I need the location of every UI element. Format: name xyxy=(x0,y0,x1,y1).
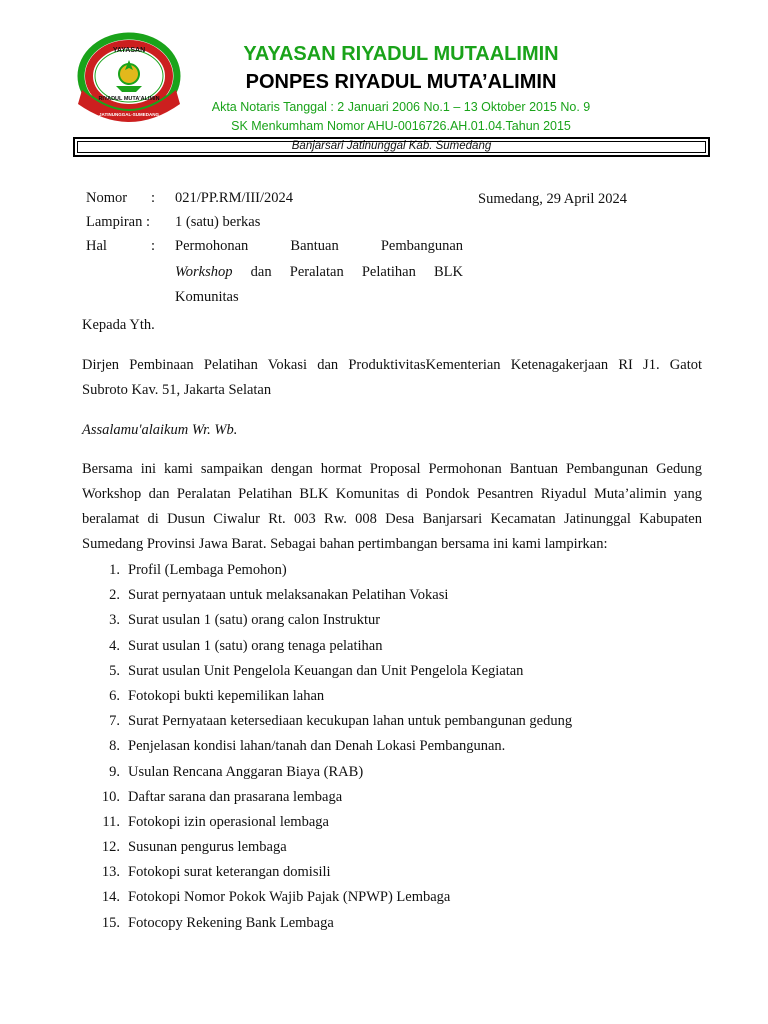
list-item-number: 14. xyxy=(101,889,120,906)
organization-logo xyxy=(76,30,182,122)
list-item-number: 3. xyxy=(109,612,120,629)
list-item-text: Fotokopi Nomor Pokok Wajib Pajak (NPWP) Lembaga xyxy=(128,889,451,906)
paragraph-line-2: Workshop dan Peralatan Pelatihan BLK Komunitas di Pondok Pesantren Riyadul Muta’alimin yang xyxy=(82,486,702,502)
list-item-number: 7. xyxy=(109,713,120,730)
hal-line-1: Permohonan Bantuan Pembangunan xyxy=(175,238,463,254)
lampiran-label: Lampiran : xyxy=(86,214,151,230)
list-item xyxy=(82,634,682,659)
list-item-number: 4. xyxy=(109,637,120,654)
list-item-text: Usulan Rencana Anggaran Biaya (RAB) xyxy=(128,763,364,780)
foundation-title: YAYASAN RIYADUL MUTAALIMIN xyxy=(243,43,559,65)
list-item-text: Surat usulan 1 (satu) orang tenaga pelatihan xyxy=(128,637,383,654)
nomor-label: Nomor xyxy=(86,190,128,206)
nomor-value: 021/PP.RM/III/2024 xyxy=(175,190,294,206)
list-item-number: 10. xyxy=(101,788,120,805)
list-item-text: Penjelasan kondisi lahan/tanah dan Denah Lokasi Pembangunan. xyxy=(128,738,506,755)
list-item xyxy=(82,558,682,583)
recipient-intro: Kepada Yth. xyxy=(82,317,155,333)
greeting: Assalamu'alaikum Wr. Wb. xyxy=(82,422,238,438)
list-item xyxy=(82,583,682,608)
list-item xyxy=(82,785,682,810)
list-item-number: 2. xyxy=(109,587,120,604)
address-text: Banjarsari Jatinunggal Kab. Sumedang xyxy=(291,140,492,152)
paragraph-line-1: Bersama ini kami sampaikan dengan hormat Proposal Permohonan Bantuan Pembangunan Gedung xyxy=(82,461,702,477)
letter-date: Sumedang, 29 April 2024 xyxy=(478,191,628,207)
list-item xyxy=(82,810,682,835)
list-item xyxy=(82,734,682,759)
list-item-number: 8. xyxy=(109,738,120,755)
list-item-number: 6. xyxy=(109,687,120,704)
paragraph-line-4: Sumedang Provinsi Jawa Barat. Sebagai bahan pertimbangan bersama ini kami lampirkan: xyxy=(82,536,608,552)
list-item-number: 11. xyxy=(102,813,120,830)
list-item xyxy=(82,709,682,734)
list-item xyxy=(82,760,682,785)
attachment-list xyxy=(82,558,682,936)
notary-deed-line: Akta Notaris Tanggal : 2 Januari 2006 No.1 – 13 Oktober 2015 No. 9 xyxy=(211,100,591,114)
hal-workshop-italic: Workshop xyxy=(175,264,233,280)
hal-label: Hal xyxy=(86,238,107,254)
list-item-number: 13. xyxy=(101,864,120,881)
lampiran-value: 1 (satu) berkas xyxy=(175,214,261,230)
recipient-line-2: Subroto Kav. 51, Jakarta Selatan xyxy=(82,382,272,398)
list-item-text: Fotocopy Rekening Bank Lembaga xyxy=(128,914,334,931)
hal-line-2-rest: dan Peralatan Pelatihan BLK xyxy=(250,264,463,280)
list-item-text: Surat usulan 1 (satu) orang calon Instruktur xyxy=(128,612,381,629)
logo-text-middle: RIYADUL MUTA'ALIMIN xyxy=(98,96,160,102)
list-item-number: 9. xyxy=(109,763,120,780)
recipient-address xyxy=(82,353,702,403)
logo-text-bottom: JATINUNGGAL-SUMEDANG xyxy=(99,112,159,117)
main-paragraph xyxy=(82,457,702,557)
list-item xyxy=(82,608,682,633)
school-title: PONPES RIYADUL MUTA’ALIMIN xyxy=(245,71,557,93)
ministry-decree-line: SK Menkumham Nomor AHU-0016726.AH.01.04.Tahun 2015 xyxy=(231,119,571,133)
list-item xyxy=(82,684,682,709)
list-item-text: Fotokopi izin operasional lembaga xyxy=(128,813,329,830)
list-item-text: Daftar sarana dan prasarana lembaga xyxy=(128,788,343,805)
hal-line-2 xyxy=(175,264,463,281)
paragraph-line-3: beralamat di Dusun Ciwalur Rt. 003 Rw. 008 Desa Banjarsari Kecamatan Jatinunggal Kabupaten xyxy=(82,511,702,527)
list-item-text: Surat Pernyataan ketersediaan kecukupan lahan untuk pembangunan gedung xyxy=(128,713,573,730)
list-item-number: 5. xyxy=(109,662,120,679)
address-box xyxy=(73,137,710,157)
hal-colon: : xyxy=(151,238,156,254)
list-item-number: 12. xyxy=(101,839,120,856)
logo-text-top: YAYASAN xyxy=(112,47,146,54)
nomor-colon: : xyxy=(151,190,156,206)
list-item-text: Susunan pengurus lembaga xyxy=(128,839,287,856)
list-item-number: 15. xyxy=(101,914,120,931)
list-item xyxy=(82,835,682,860)
list-item xyxy=(82,885,682,910)
list-item xyxy=(82,860,682,885)
hal-line-3: Komunitas xyxy=(175,289,239,305)
list-item-text: Surat usulan Unit Pengelola Keuangan dan Unit Pengelola Kegiatan xyxy=(128,662,524,679)
recipient-line-1: Dirjen Pembinaan Pelatihan Vokasi dan ProduktivitasKementerian Ketenagakerjaan RI J1. Gatot xyxy=(82,357,702,373)
list-item-number: 1. xyxy=(109,562,120,578)
list-item-text: Fotokopi surat keterangan domisili xyxy=(128,864,331,881)
list-item-text: Surat pernyataan untuk melaksanakan Pelatihan Vokasi xyxy=(128,587,449,604)
list-item-text: Fotokopi bukti kepemilikan lahan xyxy=(128,687,325,704)
list-item-text: Profil (Lembaga Pemohon) xyxy=(128,562,287,578)
list-item xyxy=(82,659,682,684)
list-item xyxy=(82,911,682,936)
